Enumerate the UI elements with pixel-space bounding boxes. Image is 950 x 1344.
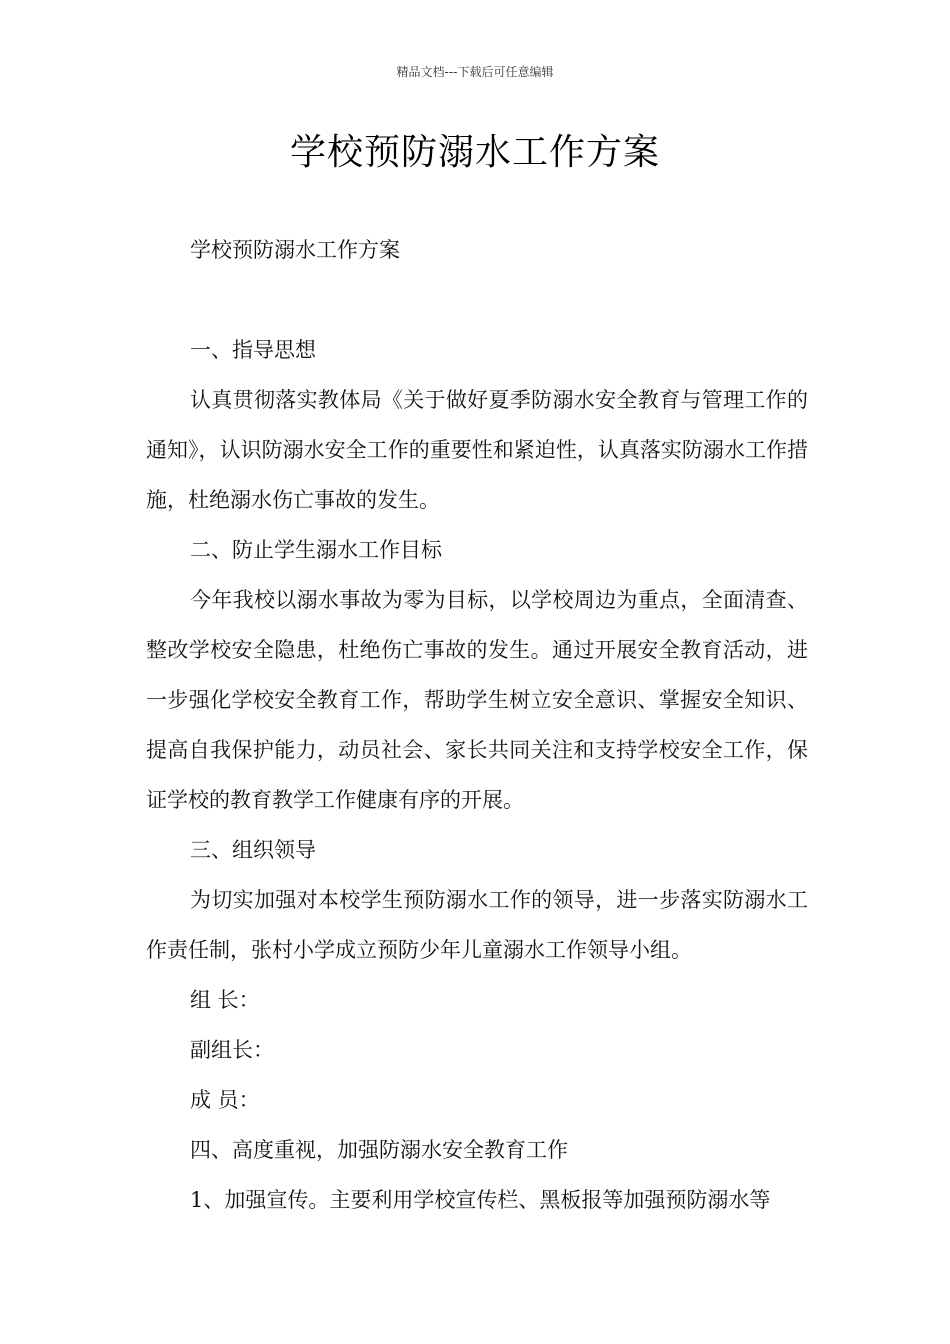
paragraph-publicity: 1、加强宣传。主要利用学校宣传栏、黑板报等加强预防溺水等 [190, 1188, 771, 1212]
document-body [146, 225, 808, 1225]
document-title: 学校预防溺水工作方案 [289, 132, 660, 173]
subtitle-paragraph: 学校预防溺水工作方案 [190, 238, 400, 262]
section-heading-2: 二、防止学生溺水工作目标 [190, 538, 442, 562]
section-heading-4: 四、高度重视，加强防溺水安全教育工作 [190, 1138, 568, 1162]
role-deputy-leader: 副组长： [190, 1038, 274, 1062]
paragraph-guiding-idea: 认真贯彻落实教体局《关于做好夏季防溺水安全教育与管理工作的通知》，认识防溺水安全工作的重要性和紧迫性，认真落实防溺水工作措施，杜绝溺水伤亡事故的发生。 [146, 388, 808, 512]
section-heading-3: 三、组织领导 [190, 838, 316, 862]
paragraph-leadership: 为切实加强对本校学生预防溺水工作的领导，进一步落实防溺水工作责任制，张村小学成立预防少年儿童溺水工作领导小组。 [146, 888, 808, 962]
section-heading-1: 一、指导思想 [190, 338, 316, 362]
role-leader: 组 长： [190, 988, 260, 1012]
paragraph-goal: 今年我校以溺水事故为零为目标，以学校周边为重点，全面清查、整改学校安全隐患，杜绝伤亡事故的发生。通过开展安全教育活动，进一步强化学校安全教育工作，帮助学生树立安全意识、掌握安全知识、提高自我保护能力，动员社会、家长共同关注和支持学校安全工作，保证学校的教育教学工作健康有序的开展。 [146, 588, 808, 812]
role-members: 成 员： [190, 1088, 260, 1112]
header-note: 精品文档---下载后可任意编辑 [396, 65, 554, 79]
blank-line [146, 275, 808, 325]
